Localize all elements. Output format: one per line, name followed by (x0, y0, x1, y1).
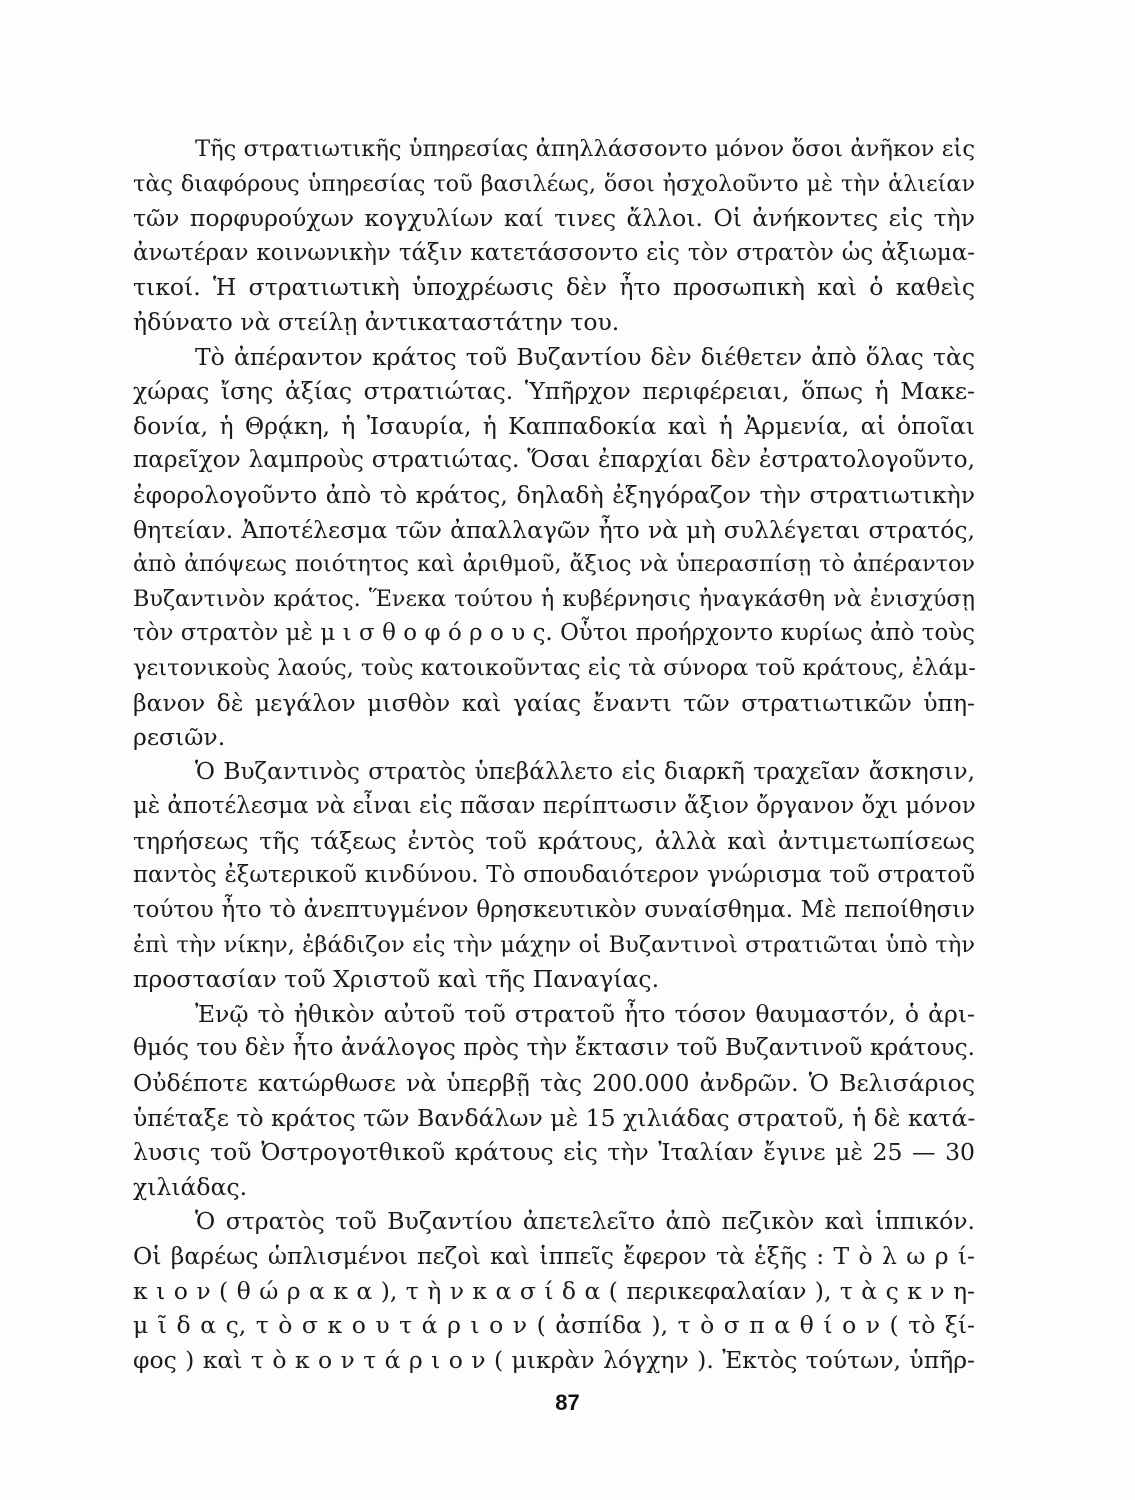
text-line: ἀνωτέραν κοινωνικὴν τάξιν κατετάσσοντο εἰς τὸν στρατὸν ὡς ἀξιωμα- (133, 239, 975, 266)
text-line: ἠδύνατο νὰ στείλῃ ἀντικαταστάτην του. (133, 307, 620, 336)
text-line: θμός του δὲν ἦτο ἀνάλογος πρὸς τὴν ἔκτασιν τοῦ Βυζαντινοῦ κράτους. (133, 1034, 975, 1062)
text-line: χιλιάδας. (133, 1172, 248, 1201)
text-line: Οὐδέποτε κατώρθωσε νὰ ὑπερβῇ τὰς 200.000 ἀνδρῶν. Ὁ Βελισάριος (133, 1069, 975, 1098)
text-line: προστασίαν τοῦ Χριστοῦ καὶ τῆς Παναγίας. (133, 965, 660, 994)
text-line: φος ) καὶ τ ὸ κ ο ν τ ά ρ ι ο ν ( μικρὰν λόγχην ). Ἐκτὸς τούτων, ὑπῆρ- (133, 1345, 975, 1374)
text-line: Τῆς στρατιωτικῆς ὑπηρεσίας ἀπηλλάσσοντο μόνον ὅσοι ἀνῆκον εἰς (195, 136, 975, 162)
text-line: θητείαν. Ἀποτέλεσμα τῶν ἀπαλλαγῶν ἦτο νὰ μὴ συλλέγεται στρατός, (133, 515, 975, 544)
text-line: ὑπέταξε τὸ κράτος τῶν Βανδάλων μὲ 15 χιλιάδας στρατοῦ, ἡ δὲ κατά- (133, 1103, 976, 1132)
body-text (133, 132, 975, 1377)
text-line: Τὸ ἀπέραντον κράτος τοῦ Βυζαντίου δὲν διέθετεν ἀπὸ ὅλας τὰς (195, 342, 975, 371)
text-line: παρεῖχον λαμπροὺς στρατιώτας. Ὅσαι ἐπαρχίαι δὲν ἐστρατολογοῦντο, (133, 446, 975, 474)
text-line: Ἐνῷ τὸ ἠθικὸν αὐτοῦ τοῦ στρατοῦ ἦτο τόσον θαυμαστόν, ὁ ἀρι- (195, 999, 975, 1028)
text-line: μ ῖ δ α ς, τ ὸ σ κ ο υ τ ά ρ ι ο ν ( ἀσπίδα ), τ ὸ σ π α θ ί ο ν ( τὸ ξί- (133, 1311, 975, 1340)
text-line: τὸν στρατὸν μὲ μ ι σ θ ο φ ό ρ ο υ ς. Οὗτοι προήρχοντο κυρίως ἀπὸ τοὺς (133, 620, 975, 647)
text-line: βανον δὲ μεγάλον μισθὸν καὶ γαίας ἔναντι τῶν στρατιωτικῶν ὑπη- (133, 688, 975, 717)
text-line: ρεσιῶν. (133, 723, 226, 752)
text-line: Οἱ βαρέως ὡπλισμένοι πεζοὶ καὶ ἱππεῖς ἔφερον τὰ ἑξῆς : Τ ὸ λ ω ρ ί- (133, 1242, 975, 1270)
text-line: τικοί. Ἡ στρατιωτικὴ ὑποχρέωσις δὲν ἦτο προσωπικὴ καὶ ὁ καθεὶς (133, 273, 975, 302)
text-line: χώρας ἴσης ἀξίας στρατιώτας. Ὑπῆρχον περιφέρειαι, ὅπως ἡ Μακε- (133, 377, 975, 406)
text-line: Ὁ στρατὸς τοῦ Βυζαντίου ἀπετελεῖτο ἀπὸ πεζικὸν καὶ ἱππικόν. (195, 1207, 975, 1236)
text-line: δονία, ἡ Θρᾴκη, ἡ Ἰσαυρία, ἡ Καππαδοκία καὶ ἡ Ἀρμενία, αἱ ὁποῖαι (133, 411, 975, 440)
text-line: ἀπὸ ἀπόψεως ποιότητος καὶ ἀριθμοῦ, ἄξιος νὰ ὑπερασπίσῃ τὸ ἀπέραντον (133, 551, 975, 578)
text-line: λυσις τοῦ Ὀστρογοτθικοῦ κράτους εἰς τὴν Ἰταλίαν ἔγινε μὲ 25 — 30 (133, 1138, 975, 1167)
text-line: ἐπὶ τὴν νίκην, ἐβάδιζον εἰς τὴν μάχην οἱ Βυζαντινοὶ στρατιῶται ὑπὸ τὴν (133, 931, 975, 958)
text-line: ἐφορολογοῦντο ἀπὸ τὸ κράτος, δηλαδὴ ἐξηγόραζον τὴν στρατιωτικὴν (133, 480, 975, 509)
text-line: τῶν πορφυρούχων κογχυλίων καί τινες ἄλλοι. Οἱ ἀνήκοντες εἰς τὴν (133, 204, 975, 233)
text-line: κ ι ο ν ( θ ώ ρ α κ α ), τ ὴ ν κ α σ ί δ α ( περικεφαλαίαν ), τ ὰ ς κ ν η- (133, 1276, 975, 1305)
page-number: 87 (555, 1390, 580, 1415)
text-line: γειτονικοὺς λαούς, τοὺς κατοικοῦντας εἰς τὰ σύνορα τοῦ κράτους, ἐλάμ- (133, 654, 976, 681)
text-line: τούτου ἦτο τὸ ἀνεπτυγμένον θρησκευτικὸν συναίσθημα. Μὲ πεποίθησιν (133, 897, 975, 924)
text-line: μὲ ἀποτέλεσμα νὰ εἶναι εἰς πᾶσαν περίπτωσιν ἄξιον ὄργανον ὄχι μόνον (133, 793, 976, 820)
text-line: Βυζαντινὸν κράτος. Ἕνεκα τούτου ἡ κυβέρνησις ἠναγκάσθη νὰ ἐνισχύσῃ (133, 585, 975, 612)
text-line: παντὸς ἐξωτερικοῦ κινδύνου. Τὸ σπουδαιότερον γνώρισμα τοῦ στρατοῦ (133, 862, 975, 889)
text-line: τηρήσεως τῆς τάξεως ἐντὸς τοῦ κράτους, ἀλλὰ καὶ ἀντιμετωπίσεως (133, 826, 975, 855)
text-line: Ὁ Βυζαντινὸς στρατὸς ὑπεβάλλετο εἰς διαρκῆ τραχεῖαν ἄσκησιν, (195, 757, 975, 785)
text-line: τὰς διαφόρους ὑπηρεσίας τοῦ βασιλέως, ὅσοι ἠσχολοῦντο μὲ τὴν ἁλιείαν (133, 170, 975, 197)
